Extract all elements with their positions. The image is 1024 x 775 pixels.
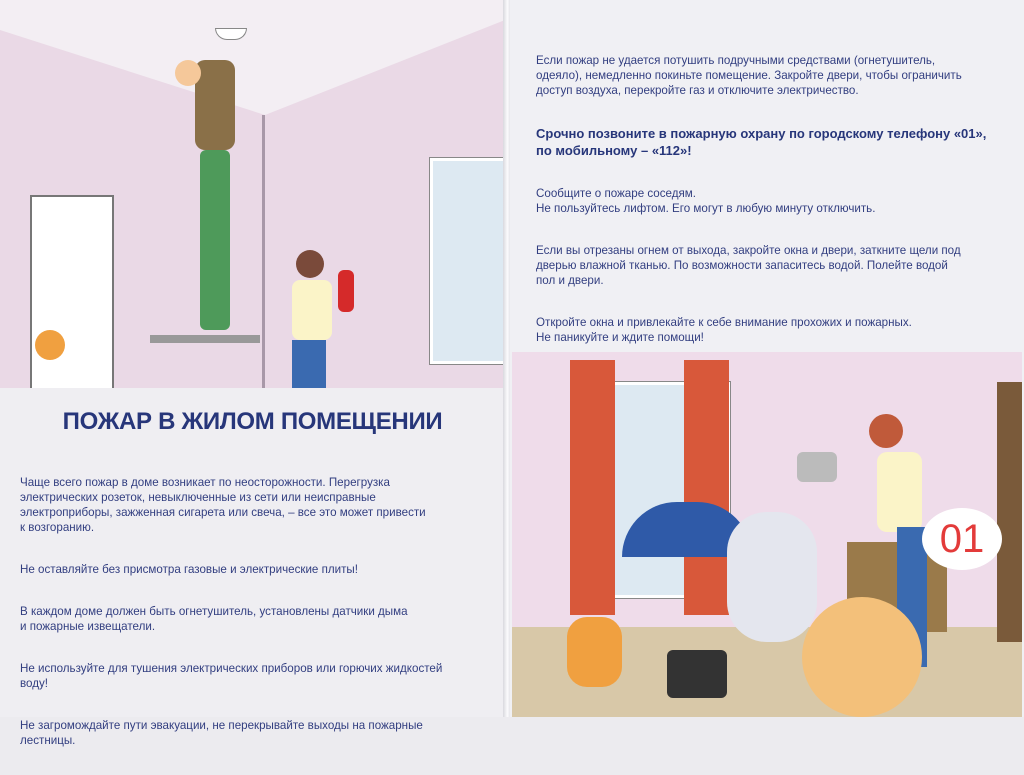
cat bbox=[35, 330, 65, 360]
emergency-number-badge: 01 bbox=[922, 508, 1002, 570]
left-body-text bbox=[20, 460, 490, 775]
woman-torso bbox=[292, 280, 332, 340]
curtain-left bbox=[570, 360, 615, 615]
illustration-room-smoke-detector bbox=[0, 0, 505, 388]
woman-head bbox=[869, 414, 903, 448]
left-page bbox=[0, 0, 505, 747]
paragraph: Не оставляйте без присмотра газовые и электрические плиты! bbox=[20, 563, 358, 576]
page-title: ПОЖАР В ЖИЛОМ ПОМЕЩЕНИИ bbox=[62, 408, 443, 435]
watering-can bbox=[797, 452, 837, 482]
ceiling bbox=[0, 0, 505, 115]
woman-torso bbox=[877, 452, 922, 532]
paragraph: Чаще всего пожар в доме возникает по неосторожности. Перегрузка электрических розеток, невыключенные из сети или неисправные электроприборы, зажженная сигарета или свеча, – все это может привести к возгоранию. bbox=[20, 476, 426, 534]
cat bbox=[567, 617, 622, 687]
fire-extinguisher bbox=[338, 270, 354, 312]
paragraph: Сообщите о пожаре соседям. Не пользуйтесь лифтом. Его могут в любую минуту отключить. bbox=[536, 187, 876, 215]
right-body-text bbox=[536, 38, 1006, 372]
wall-corner bbox=[262, 115, 265, 388]
door bbox=[997, 382, 1022, 642]
woman-head bbox=[296, 250, 324, 278]
paragraph: Если пожар не удается потушить подручными средствами (огнетушитель, одеяло), немедленно покиньте помещение. Закройте двери, чтобы ограничить доступ воздуха, перекройте газ и отключите электричество. bbox=[536, 54, 962, 97]
emergency-call-paragraph: Срочно позвоните в пожарную охрану по городскому телефону «01», по мобильному – «112»! bbox=[536, 126, 987, 158]
paragraph: Не используйте для тушения электрических приборов или горючих жидкостей воду! bbox=[20, 662, 443, 690]
man-torso bbox=[195, 60, 235, 150]
girl-head bbox=[802, 597, 922, 717]
paragraph: Если вы отрезаны огнем от выхода, закройте окна и двери, заткните щели под дверью влажной тканью. По возможности запаситесь водой. Полейте водой пол и двери. bbox=[536, 244, 961, 287]
paragraph: Не загромождайте пути эвакуации, не перекрывайте выходы на пожарные лестницы. bbox=[20, 719, 423, 747]
stepladder bbox=[150, 335, 260, 343]
tv-set bbox=[667, 650, 727, 698]
window bbox=[430, 158, 505, 364]
woman-jeans bbox=[292, 340, 326, 388]
paragraph: Откройте окна и привлекайте к себе внимание прохожих и пожарных. Не паникуйте и ждите помощи! bbox=[536, 316, 912, 344]
man-head bbox=[175, 60, 201, 86]
paragraph: В каждом доме должен быть огнетушитель, установлены датчики дыма и пожарные извещатели. bbox=[20, 605, 408, 633]
man-legs bbox=[200, 150, 230, 330]
smoke-cloud bbox=[727, 512, 817, 642]
doorway bbox=[30, 195, 114, 388]
curtain-right bbox=[684, 360, 729, 615]
